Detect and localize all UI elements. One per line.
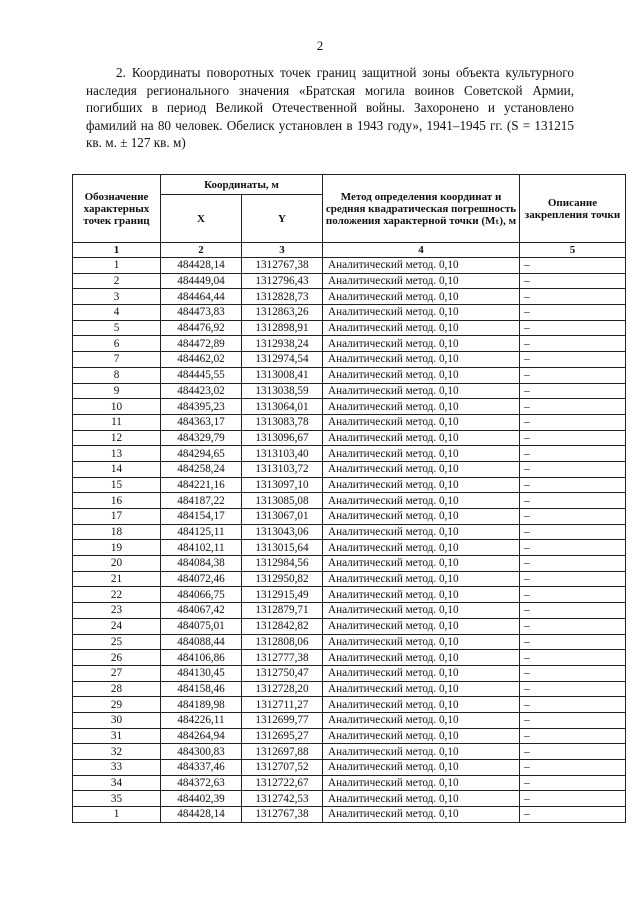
x-coordinate-cell: 484226,11 — [161, 712, 242, 728]
method-cell: Аналитический метод. 0,10 — [323, 634, 520, 650]
point-number-cell: 19 — [73, 540, 161, 556]
table-row — [73, 493, 626, 509]
table-row — [73, 744, 626, 760]
table-row — [73, 414, 626, 430]
method-cell: Аналитический метод. 0,10 — [323, 493, 520, 509]
x-coordinate-cell: 484125,11 — [161, 524, 242, 540]
y-coordinate-cell: 1312879,71 — [242, 603, 323, 619]
x-coordinate-cell: 484264,94 — [161, 728, 242, 744]
table-row — [73, 665, 626, 681]
point-number-cell: 12 — [73, 430, 161, 446]
y-coordinate-cell: 1312697,88 — [242, 744, 323, 760]
method-cell: Аналитический метод. 0,10 — [323, 775, 520, 791]
point-number-cell: 8 — [73, 367, 161, 383]
method-cell: Аналитический метод. 0,10 — [323, 352, 520, 368]
point-number-cell: 30 — [73, 712, 161, 728]
x-coordinate-cell: 484329,79 — [161, 430, 242, 446]
table-row — [73, 618, 626, 634]
x-coordinate-cell: 484423,02 — [161, 383, 242, 399]
method-cell: Аналитический метод. 0,10 — [323, 618, 520, 634]
x-coordinate-cell: 484476,92 — [161, 320, 242, 336]
method-cell: Аналитический метод. 0,10 — [323, 791, 520, 807]
x-coordinate-cell: 484372,63 — [161, 775, 242, 791]
description-cell: – — [520, 728, 626, 744]
header-designation: Обозначение характерных точек границ — [73, 175, 161, 243]
y-coordinate-cell: 1313096,67 — [242, 430, 323, 446]
y-coordinate-cell: 1313043,06 — [242, 524, 323, 540]
description-cell: – — [520, 399, 626, 415]
table-row — [73, 807, 626, 823]
method-cell: Аналитический метод. 0,10 — [323, 399, 520, 415]
table-row — [73, 603, 626, 619]
table-row — [73, 305, 626, 321]
x-coordinate-cell: 484449,04 — [161, 273, 242, 289]
method-cell: Аналитический метод. 0,10 — [323, 258, 520, 274]
x-coordinate-cell: 484445,55 — [161, 367, 242, 383]
method-cell: Аналитический метод. 0,10 — [323, 336, 520, 352]
description-cell: – — [520, 650, 626, 666]
table-row — [73, 399, 626, 415]
method-cell: Аналитический метод. 0,10 — [323, 556, 520, 572]
x-coordinate-cell: 484294,65 — [161, 446, 242, 462]
description-cell: – — [520, 383, 626, 399]
y-coordinate-cell: 1312842,82 — [242, 618, 323, 634]
y-coordinate-cell: 1313067,01 — [242, 509, 323, 525]
description-cell: – — [520, 336, 626, 352]
method-cell: Аналитический метод. 0,10 — [323, 744, 520, 760]
x-coordinate-cell: 484154,17 — [161, 509, 242, 525]
x-coordinate-cell: 484088,44 — [161, 634, 242, 650]
y-coordinate-cell: 1313097,10 — [242, 477, 323, 493]
column-index: 3 — [242, 243, 323, 258]
method-cell: Аналитический метод. 0,10 — [323, 728, 520, 744]
point-number-cell: 4 — [73, 305, 161, 321]
description-cell: – — [520, 634, 626, 650]
method-cell: Аналитический метод. 0,10 — [323, 383, 520, 399]
method-cell: Аналитический метод. 0,10 — [323, 807, 520, 823]
point-number-cell: 2 — [73, 273, 161, 289]
method-cell: Аналитический метод. 0,10 — [323, 712, 520, 728]
description-cell: – — [520, 712, 626, 728]
point-number-cell: 33 — [73, 760, 161, 776]
table-row — [73, 289, 626, 305]
method-cell: Аналитический метод. 0,10 — [323, 509, 520, 525]
x-coordinate-cell: 484464,44 — [161, 289, 242, 305]
description-cell: – — [520, 352, 626, 368]
description-cell: – — [520, 446, 626, 462]
point-number-cell: 5 — [73, 320, 161, 336]
description-cell: – — [520, 744, 626, 760]
point-number-cell: 1 — [73, 258, 161, 274]
y-coordinate-cell: 1312863,26 — [242, 305, 323, 321]
description-cell: – — [520, 791, 626, 807]
x-coordinate-cell: 484075,01 — [161, 618, 242, 634]
point-number-cell: 10 — [73, 399, 161, 415]
table-row — [73, 320, 626, 336]
table-row — [73, 587, 626, 603]
method-cell: Аналитический метод. 0,10 — [323, 760, 520, 776]
description-cell: – — [520, 367, 626, 383]
description-cell: – — [520, 760, 626, 776]
x-coordinate-cell: 484102,11 — [161, 540, 242, 556]
method-cell: Аналитический метод. 0,10 — [323, 430, 520, 446]
point-number-cell: 35 — [73, 791, 161, 807]
point-number-cell: 17 — [73, 509, 161, 525]
x-coordinate-cell: 484221,16 — [161, 477, 242, 493]
page-number: 2 — [316, 38, 324, 53]
y-coordinate-cell: 1313008,41 — [242, 367, 323, 383]
description-cell: – — [520, 320, 626, 336]
y-coordinate-cell: 1313085,08 — [242, 493, 323, 509]
description-cell: – — [520, 430, 626, 446]
point-number-cell: 29 — [73, 697, 161, 713]
method-cell: Аналитический метод. 0,10 — [323, 477, 520, 493]
table-row — [73, 509, 626, 525]
table-row — [73, 697, 626, 713]
x-coordinate-cell: 484363,17 — [161, 414, 242, 430]
table-row — [73, 728, 626, 744]
x-coordinate-cell: 484428,14 — [161, 258, 242, 274]
y-coordinate-cell: 1313103,40 — [242, 446, 323, 462]
x-coordinate-cell: 484067,42 — [161, 603, 242, 619]
description-cell: – — [520, 524, 626, 540]
description-cell: – — [520, 414, 626, 430]
method-cell: Аналитический метод. 0,10 — [323, 524, 520, 540]
point-number-cell: 25 — [73, 634, 161, 650]
x-coordinate-cell: 484130,45 — [161, 665, 242, 681]
description-cell: – — [520, 775, 626, 791]
point-number-cell: 21 — [73, 571, 161, 587]
column-index: 2 — [161, 243, 242, 258]
description-cell: – — [520, 665, 626, 681]
description-cell: – — [520, 807, 626, 823]
table-row — [73, 367, 626, 383]
section-paragraph: 2. Координаты поворотных точек границ защитной зоны объекта культурного наследия регионального значения «Братская могила воинов Советской Армии, погибших в период Великой Отечественной войны. Захоронено и установлено фамилий на 80 человек. Обелиск установлен в 1943 году», 1941–1945 гг. (S = 131215 кв. м. ± 127 кв. м) — [86, 65, 574, 150]
y-coordinate-cell: 1312950,82 — [242, 571, 323, 587]
table-row — [73, 775, 626, 791]
method-cell: Аналитический метод. 0,10 — [323, 571, 520, 587]
description-cell: – — [520, 697, 626, 713]
point-number-cell: 27 — [73, 665, 161, 681]
table-row — [73, 273, 626, 289]
column-index-row — [73, 243, 626, 258]
table-row — [73, 446, 626, 462]
description-cell: – — [520, 556, 626, 572]
table-row — [73, 712, 626, 728]
y-coordinate-cell: 1312808,06 — [242, 634, 323, 650]
point-number-cell: 28 — [73, 681, 161, 697]
method-cell: Аналитический метод. 0,10 — [323, 289, 520, 305]
point-number-cell: 23 — [73, 603, 161, 619]
x-coordinate-cell: 484084,38 — [161, 556, 242, 572]
y-coordinate-cell: 1312777,38 — [242, 650, 323, 666]
table-row — [73, 461, 626, 477]
x-coordinate-cell: 484472,89 — [161, 336, 242, 352]
point-number-cell: 6 — [73, 336, 161, 352]
method-cell: Аналитический метод. 0,10 — [323, 681, 520, 697]
y-coordinate-cell: 1312742,53 — [242, 791, 323, 807]
x-coordinate-cell: 484337,46 — [161, 760, 242, 776]
table-row — [73, 791, 626, 807]
point-number-cell: 13 — [73, 446, 161, 462]
description-cell: – — [520, 305, 626, 321]
table-row — [73, 571, 626, 587]
header-coordinates: Координаты, м — [161, 175, 323, 195]
description-cell: – — [520, 540, 626, 556]
table-row — [73, 760, 626, 776]
description-cell: – — [520, 571, 626, 587]
description-cell: – — [520, 509, 626, 525]
y-coordinate-cell: 1313103,72 — [242, 461, 323, 477]
table-row — [73, 650, 626, 666]
y-coordinate-cell: 1312711,27 — [242, 697, 323, 713]
x-coordinate-cell: 484402,39 — [161, 791, 242, 807]
point-number-cell: 11 — [73, 414, 161, 430]
y-coordinate-cell: 1312728,20 — [242, 681, 323, 697]
x-coordinate-cell: 484258,24 — [161, 461, 242, 477]
x-coordinate-cell: 484187,22 — [161, 493, 242, 509]
column-index: 4 — [323, 243, 520, 258]
description-cell: – — [520, 618, 626, 634]
y-coordinate-cell: 1312796,43 — [242, 273, 323, 289]
y-coordinate-cell: 1312984,56 — [242, 556, 323, 572]
x-coordinate-cell: 484462,02 — [161, 352, 242, 368]
method-cell: Аналитический метод. 0,10 — [323, 461, 520, 477]
table-row — [73, 524, 626, 540]
y-coordinate-cell: 1313064,01 — [242, 399, 323, 415]
y-coordinate-cell: 1312750,47 — [242, 665, 323, 681]
y-coordinate-cell: 1313015,64 — [242, 540, 323, 556]
table-row — [73, 477, 626, 493]
table-row — [73, 383, 626, 399]
table-body — [73, 243, 626, 823]
method-cell: Аналитический метод. 0,10 — [323, 414, 520, 430]
y-coordinate-cell: 1313038,59 — [242, 383, 323, 399]
y-coordinate-cell: 1312707,52 — [242, 760, 323, 776]
table-row — [73, 430, 626, 446]
x-coordinate-cell: 484473,83 — [161, 305, 242, 321]
method-cell: Аналитический метод. 0,10 — [323, 367, 520, 383]
y-coordinate-cell: 1312695,27 — [242, 728, 323, 744]
method-cell: Аналитический метод. 0,10 — [323, 446, 520, 462]
point-number-cell: 15 — [73, 477, 161, 493]
point-number-cell: 22 — [73, 587, 161, 603]
method-cell: Аналитический метод. 0,10 — [323, 697, 520, 713]
point-number-cell: 9 — [73, 383, 161, 399]
method-cell: Аналитический метод. 0,10 — [323, 603, 520, 619]
description-cell: – — [520, 587, 626, 603]
x-coordinate-cell: 484158,46 — [161, 681, 242, 697]
description-cell: – — [520, 461, 626, 477]
y-coordinate-cell: 1312699,77 — [242, 712, 323, 728]
method-cell: Аналитический метод. 0,10 — [323, 587, 520, 603]
point-number-cell: 24 — [73, 618, 161, 634]
table-row — [73, 681, 626, 697]
y-coordinate-cell: 1312938,24 — [242, 336, 323, 352]
description-cell: – — [520, 681, 626, 697]
point-number-cell: 20 — [73, 556, 161, 572]
method-cell: Аналитический метод. 0,10 — [323, 305, 520, 321]
table-row — [73, 540, 626, 556]
y-coordinate-cell: 1312722,67 — [242, 775, 323, 791]
table-row — [73, 352, 626, 368]
header-x: X — [161, 195, 242, 243]
x-coordinate-cell: 484395,23 — [161, 399, 242, 415]
y-coordinate-cell: 1313083,78 — [242, 414, 323, 430]
x-coordinate-cell: 484072,46 — [161, 571, 242, 587]
header-method: Метод определения координат и средняя квадратическая погрешность положения характерной точки (Mₜ), м — [323, 175, 520, 243]
point-number-cell: 31 — [73, 728, 161, 744]
point-number-cell: 3 — [73, 289, 161, 305]
coordinates-table — [72, 174, 626, 823]
description-cell: – — [520, 289, 626, 305]
x-coordinate-cell: 484106,86 — [161, 650, 242, 666]
header-y: Y — [242, 195, 323, 243]
table-row — [73, 258, 626, 274]
y-coordinate-cell: 1312974,54 — [242, 352, 323, 368]
method-cell: Аналитический метод. 0,10 — [323, 540, 520, 556]
point-number-cell: 34 — [73, 775, 161, 791]
point-number-cell: 14 — [73, 461, 161, 477]
description-cell: – — [520, 477, 626, 493]
table-row — [73, 556, 626, 572]
point-number-cell: 1 — [73, 807, 161, 823]
table-row — [73, 336, 626, 352]
point-number-cell: 32 — [73, 744, 161, 760]
point-number-cell: 7 — [73, 352, 161, 368]
x-coordinate-cell: 484189,98 — [161, 697, 242, 713]
description-cell: – — [520, 273, 626, 289]
table-row — [73, 634, 626, 650]
y-coordinate-cell: 1312767,38 — [242, 258, 323, 274]
method-cell: Аналитический метод. 0,10 — [323, 650, 520, 666]
point-number-cell: 16 — [73, 493, 161, 509]
description-cell: – — [520, 493, 626, 509]
y-coordinate-cell: 1312828,73 — [242, 289, 323, 305]
header-description: Описание закрепления точки — [520, 175, 626, 243]
column-index: 1 — [73, 243, 161, 258]
y-coordinate-cell: 1312767,38 — [242, 807, 323, 823]
point-number-cell: 18 — [73, 524, 161, 540]
y-coordinate-cell: 1312898,91 — [242, 320, 323, 336]
y-coordinate-cell: 1312915,49 — [242, 587, 323, 603]
column-index: 5 — [520, 243, 626, 258]
description-cell: – — [520, 603, 626, 619]
description-cell: – — [520, 258, 626, 274]
x-coordinate-cell: 484066,75 — [161, 587, 242, 603]
method-cell: Аналитический метод. 0,10 — [323, 273, 520, 289]
method-cell: Аналитический метод. 0,10 — [323, 665, 520, 681]
x-coordinate-cell: 484428,14 — [161, 807, 242, 823]
x-coordinate-cell: 484300,83 — [161, 744, 242, 760]
method-cell: Аналитический метод. 0,10 — [323, 320, 520, 336]
point-number-cell: 26 — [73, 650, 161, 666]
